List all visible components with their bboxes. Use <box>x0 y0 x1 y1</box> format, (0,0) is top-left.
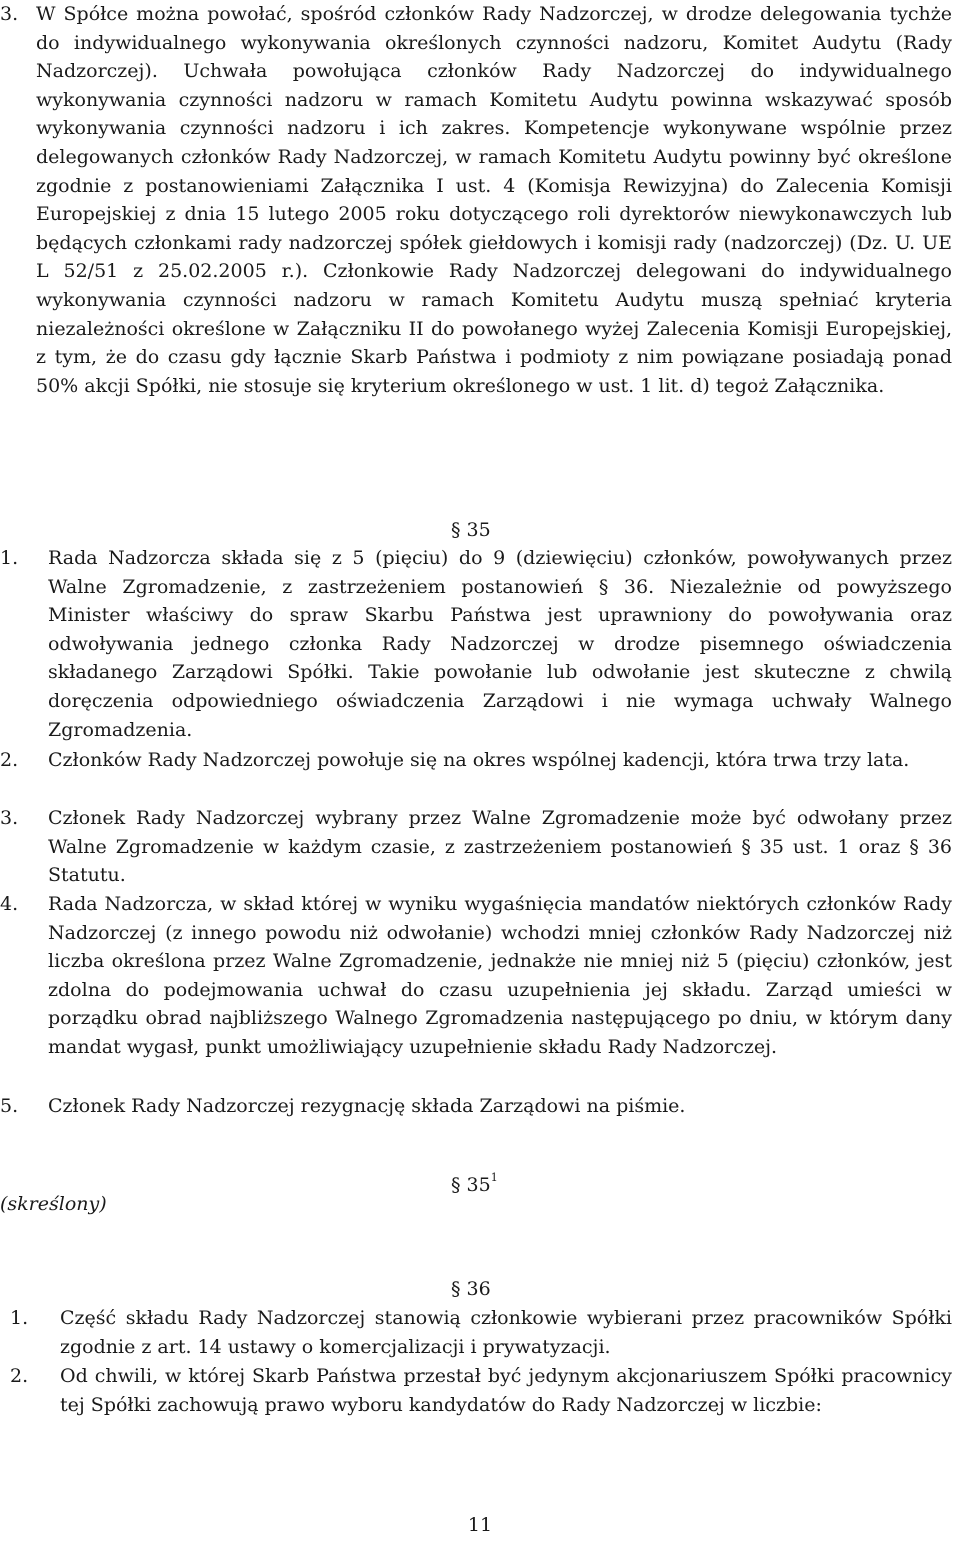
section-35-item-5 <box>0 1092 952 1121</box>
item-text: Od chwili, w której Skarb Państwa przestał być jedynym akcjonariuszem Spółki pracownicy tej Spółki zachowują prawo wyboru kandydatów do Rady Nadzorczej w liczbie: <box>60 1365 952 1416</box>
section-35-item-2 <box>0 746 952 775</box>
item-number: 2. <box>10 1365 29 1387</box>
section-35-heading: § 35 <box>451 519 491 541</box>
section-35-item-4 <box>0 890 952 1062</box>
section-36-item-2 <box>0 1362 952 1419</box>
item-text: Rada Nadzorcza, w skład której w wyniku wygaśnięcia mandatów niektórych członków Rady Nadzorczej (z innego powodu niż odwołanie) wchodzi mniej członków Rady Nadzorczej niż liczba określona przez Walne Zgromadzenie, jednakże nie mniej niż 5 (pięciu) członków, jest zdolna do podejmowania uchwał do czasu uzupełnienia jej składu. Zarząd umieści w porządku obrad najbliższego Walnego Zgromadzenia następującego po dniu, w którym dany mandat wygasł, punkt umożliwiający uzupełnienie składu Rady Nadzorczej. <box>48 893 952 1058</box>
item-text: Członków Rady Nadzorczej powołuje się na okres wspólnej kadencji, która trwa trzy lata. <box>48 749 910 771</box>
item-text: Członek Rady Nadzorczej rezygnację składa Zarządowi na piśmie. <box>48 1095 686 1117</box>
item-number: 2. <box>0 749 19 771</box>
item-number: 3. <box>0 3 19 25</box>
page-number: 11 <box>467 1514 493 1536</box>
item-text: Członek Rady Nadzorczej wybrany przez Walne Zgromadzenie może być odwołany przez Walne Zgromadzenie w każdym czasie, z zastrzeżeniem postanowień § 35 ust. 1 oraz § 36 Statutu. <box>48 807 952 887</box>
prev-section-item-3 <box>0 0 952 400</box>
item-number: 4. <box>0 893 19 915</box>
item-number: 5. <box>0 1095 19 1117</box>
item-number: 1. <box>0 547 19 569</box>
section-36-heading: § 36 <box>451 1278 491 1300</box>
item-number: 3. <box>0 807 19 829</box>
section-36-item-1 <box>0 1304 952 1361</box>
item-text: Część składu Rady Nadzorczej stanowią członkowie wybierani przez pracowników Spółki zgodnie z art. 14 ustawy o komercjalizacji i prywatyzacji. <box>60 1307 952 1358</box>
item-text: Rada Nadzorcza składa się z 5 (pięciu) do 9 (dziewięciu) członków, powoływanych przez Walne Zgromadzenie, z zastrzeżeniem postanowień § 36. Niezależnie od powyższego Minister właściwy do spraw Skarbu Państwa jest uprawniony do powoływania oraz odwoływania jednego członka Rady Nadzorczej w drodze pisemnego oświadczenia składanego Zarządowi Spółki. Takie powołanie lub odwołanie jest skuteczne z chwilą doręczenia odpowiedniego oświadczenia Zarządowi i nie wymaga uchwały Walnego Zgromadzenia. <box>48 547 952 741</box>
section-35-1-heading: § $35^1$ <box>451 1171 498 1196</box>
section-35-1-struck-text: (skreślony) <box>0 1193 107 1215</box>
item-number: 1. <box>10 1307 29 1329</box>
heading-superscript: 1 <box>490 1171 498 1184</box>
section-35-item-1 <box>0 544 952 744</box>
section-35-item-3 <box>0 804 952 890</box>
item-text: W Spółce można powołać, spośród członków Rady Nadzorczej, w drodze delegowania tychże do indywidualnego wykonywania określonych czynności nadzoru, Komitet Audytu (Rady Nadzorczej). Uchwała powołująca członków Rady Nadzorczej do indywidualnego wykonywania czynności nadzoru w ramach Komitetu Audytu powinna wskazywać sposób wykonywania czynności nadzoru i ich zakres. Kompetencje wykonywane wspólnie przez delegowanych członków Rady Nadzorczej, w ramach Komitetu Audytu powinny być określone zgodnie z postanowieniami Załącznika I ust. 4 (Komisja Rewizyjna) do Zalecenia Komisji Europejskiej z dnia 15 lutego 2005 roku dotyczącego roli dyrektorów niewykonawczych lub będących członkami rady nadzorczej spółek giełdowych i komisji rady (nadzorczej) (Dz. U. UE L 52/51 z 25.02.2005 r.). Członkowie Rady Nadzorczej delegowani do indywidualnego wykonywania czynności nadzoru w ramach Komitetu Audytu muszą spełniać kryteria niezależności określone w Załączniku II do powołanego wyżej Zalecenia Komisji Europejskiej, z tym, że do czasu gdy łącznie Skarb Państwa i podmioty z nim powiązane posiadają ponad 50% akcji Spółki, nie stosuje się kryterium określonego w ust. 1 lit. d) tegoż Załącznika. <box>36 3 952 397</box>
